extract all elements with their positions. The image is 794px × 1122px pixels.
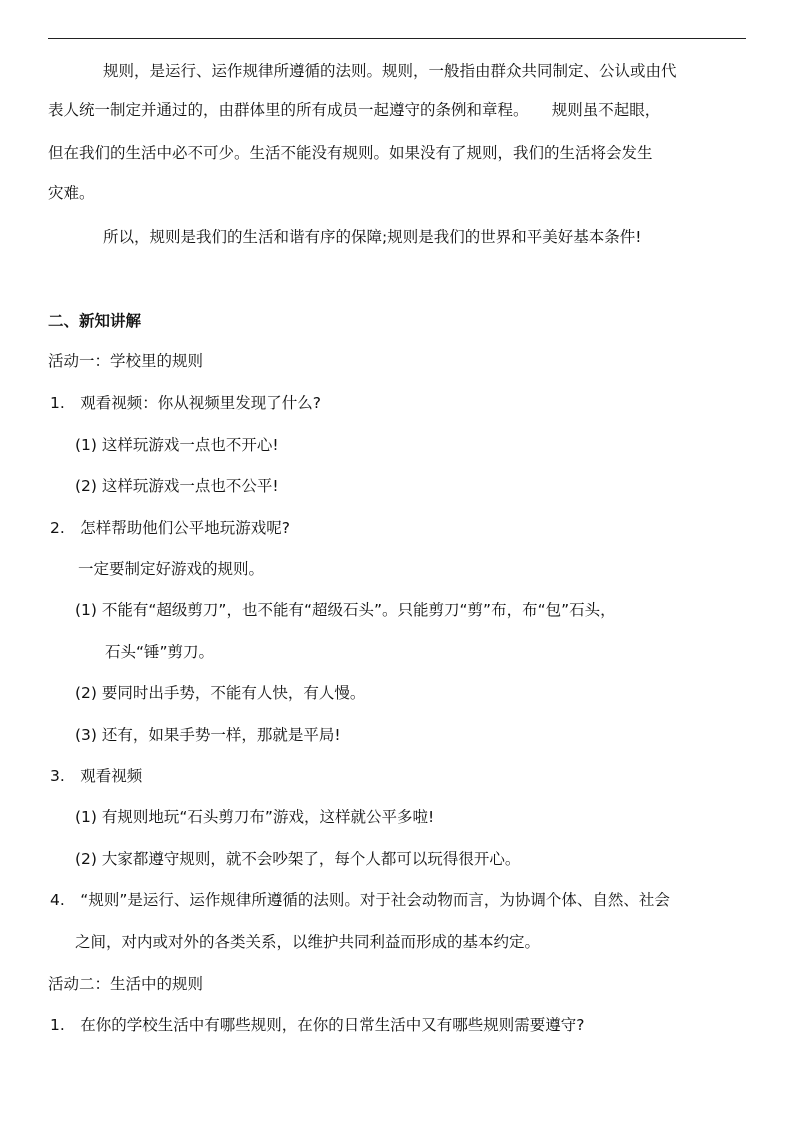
activity-1-item-2-sub-1-line-1: (1) 不能有“超级剪刀”，也不能有“超级石头”。只能剪刀“剪”布，布“包”石头， bbox=[75, 601, 616, 619]
section-heading: 二、新知讲解 bbox=[48, 312, 142, 330]
header-rule bbox=[48, 38, 746, 39]
activity-1-item-2: 2. 怎样帮助他们公平地玩游戏呢? bbox=[50, 519, 291, 537]
activity-1-item-4-line-2: 之间，对内或对外的各类关系，以维护共同利益而形成的基本约定。 bbox=[75, 933, 541, 951]
activity-1-item-3-sub-2: (2) 大家都遵守规则，就不会吵架了，每个人都可以玩得很开心。 bbox=[75, 850, 521, 868]
activity-1-item-4-line-1: 4. “规则”是运行、运作规律所遵循的法则。对于社会动物而言，为协调个体、自然、社会 bbox=[50, 891, 670, 909]
activity-1-title: 活动一：学校里的规则 bbox=[48, 352, 204, 370]
activity-2-item-1: 1. 在你的学校生活中有哪些规则，在你的日常生活中又有哪些规则需要遵守? bbox=[50, 1016, 585, 1034]
activity-1-item-1-sub-2: (2) 这样玩游戏一点也不公平! bbox=[75, 477, 279, 495]
activity-2-title: 活动二：生活中的规则 bbox=[48, 975, 204, 993]
intro-paragraph-1-line-2: 表人统一制定并通过的，由群体里的所有成员一起遵守的条例和章程。 规则虽不起眼， bbox=[48, 101, 661, 119]
activity-1-item-3-sub-1: (1) 有规则地玩“石头剪刀布”游戏，这样就公平多啦! bbox=[75, 808, 435, 826]
activity-1-item-2-sub-2: (2) 要同时出手势，不能有人快，有人慢。 bbox=[75, 684, 366, 702]
intro-paragraph-1-line-3: 但在我们的生活中必不可少。生活不能没有规则。如果没有了规则，我们的生活将会发生 bbox=[48, 144, 653, 162]
activity-1-item-1-sub-1: (1) 这样玩游戏一点也不开心! bbox=[75, 436, 279, 454]
intro-paragraph-1-line-1: 规则，是运行、运作规律所遵循的法则。规则，一般指由群众共同制定、公认或由代 bbox=[103, 62, 677, 80]
activity-1-item-2-note: 一定要制定好游戏的规则。 bbox=[78, 560, 265, 578]
intro-paragraph-1-line-4: 灾难。 bbox=[48, 184, 95, 202]
intro-paragraph-2: 所以，规则是我们的生活和谐有序的保障;规则是我们的世界和平美好基本条件! bbox=[103, 228, 642, 246]
activity-1-item-2-sub-1-line-2: 石头“锤”剪刀。 bbox=[105, 643, 215, 661]
activity-1-item-1: 1. 观看视频：你从视频里发现了什么? bbox=[50, 394, 322, 412]
activity-1-item-2-sub-3: (3) 还有，如果手势一样，那就是平局! bbox=[75, 726, 341, 744]
activity-1-item-3: 3. 观看视频 bbox=[50, 767, 143, 785]
